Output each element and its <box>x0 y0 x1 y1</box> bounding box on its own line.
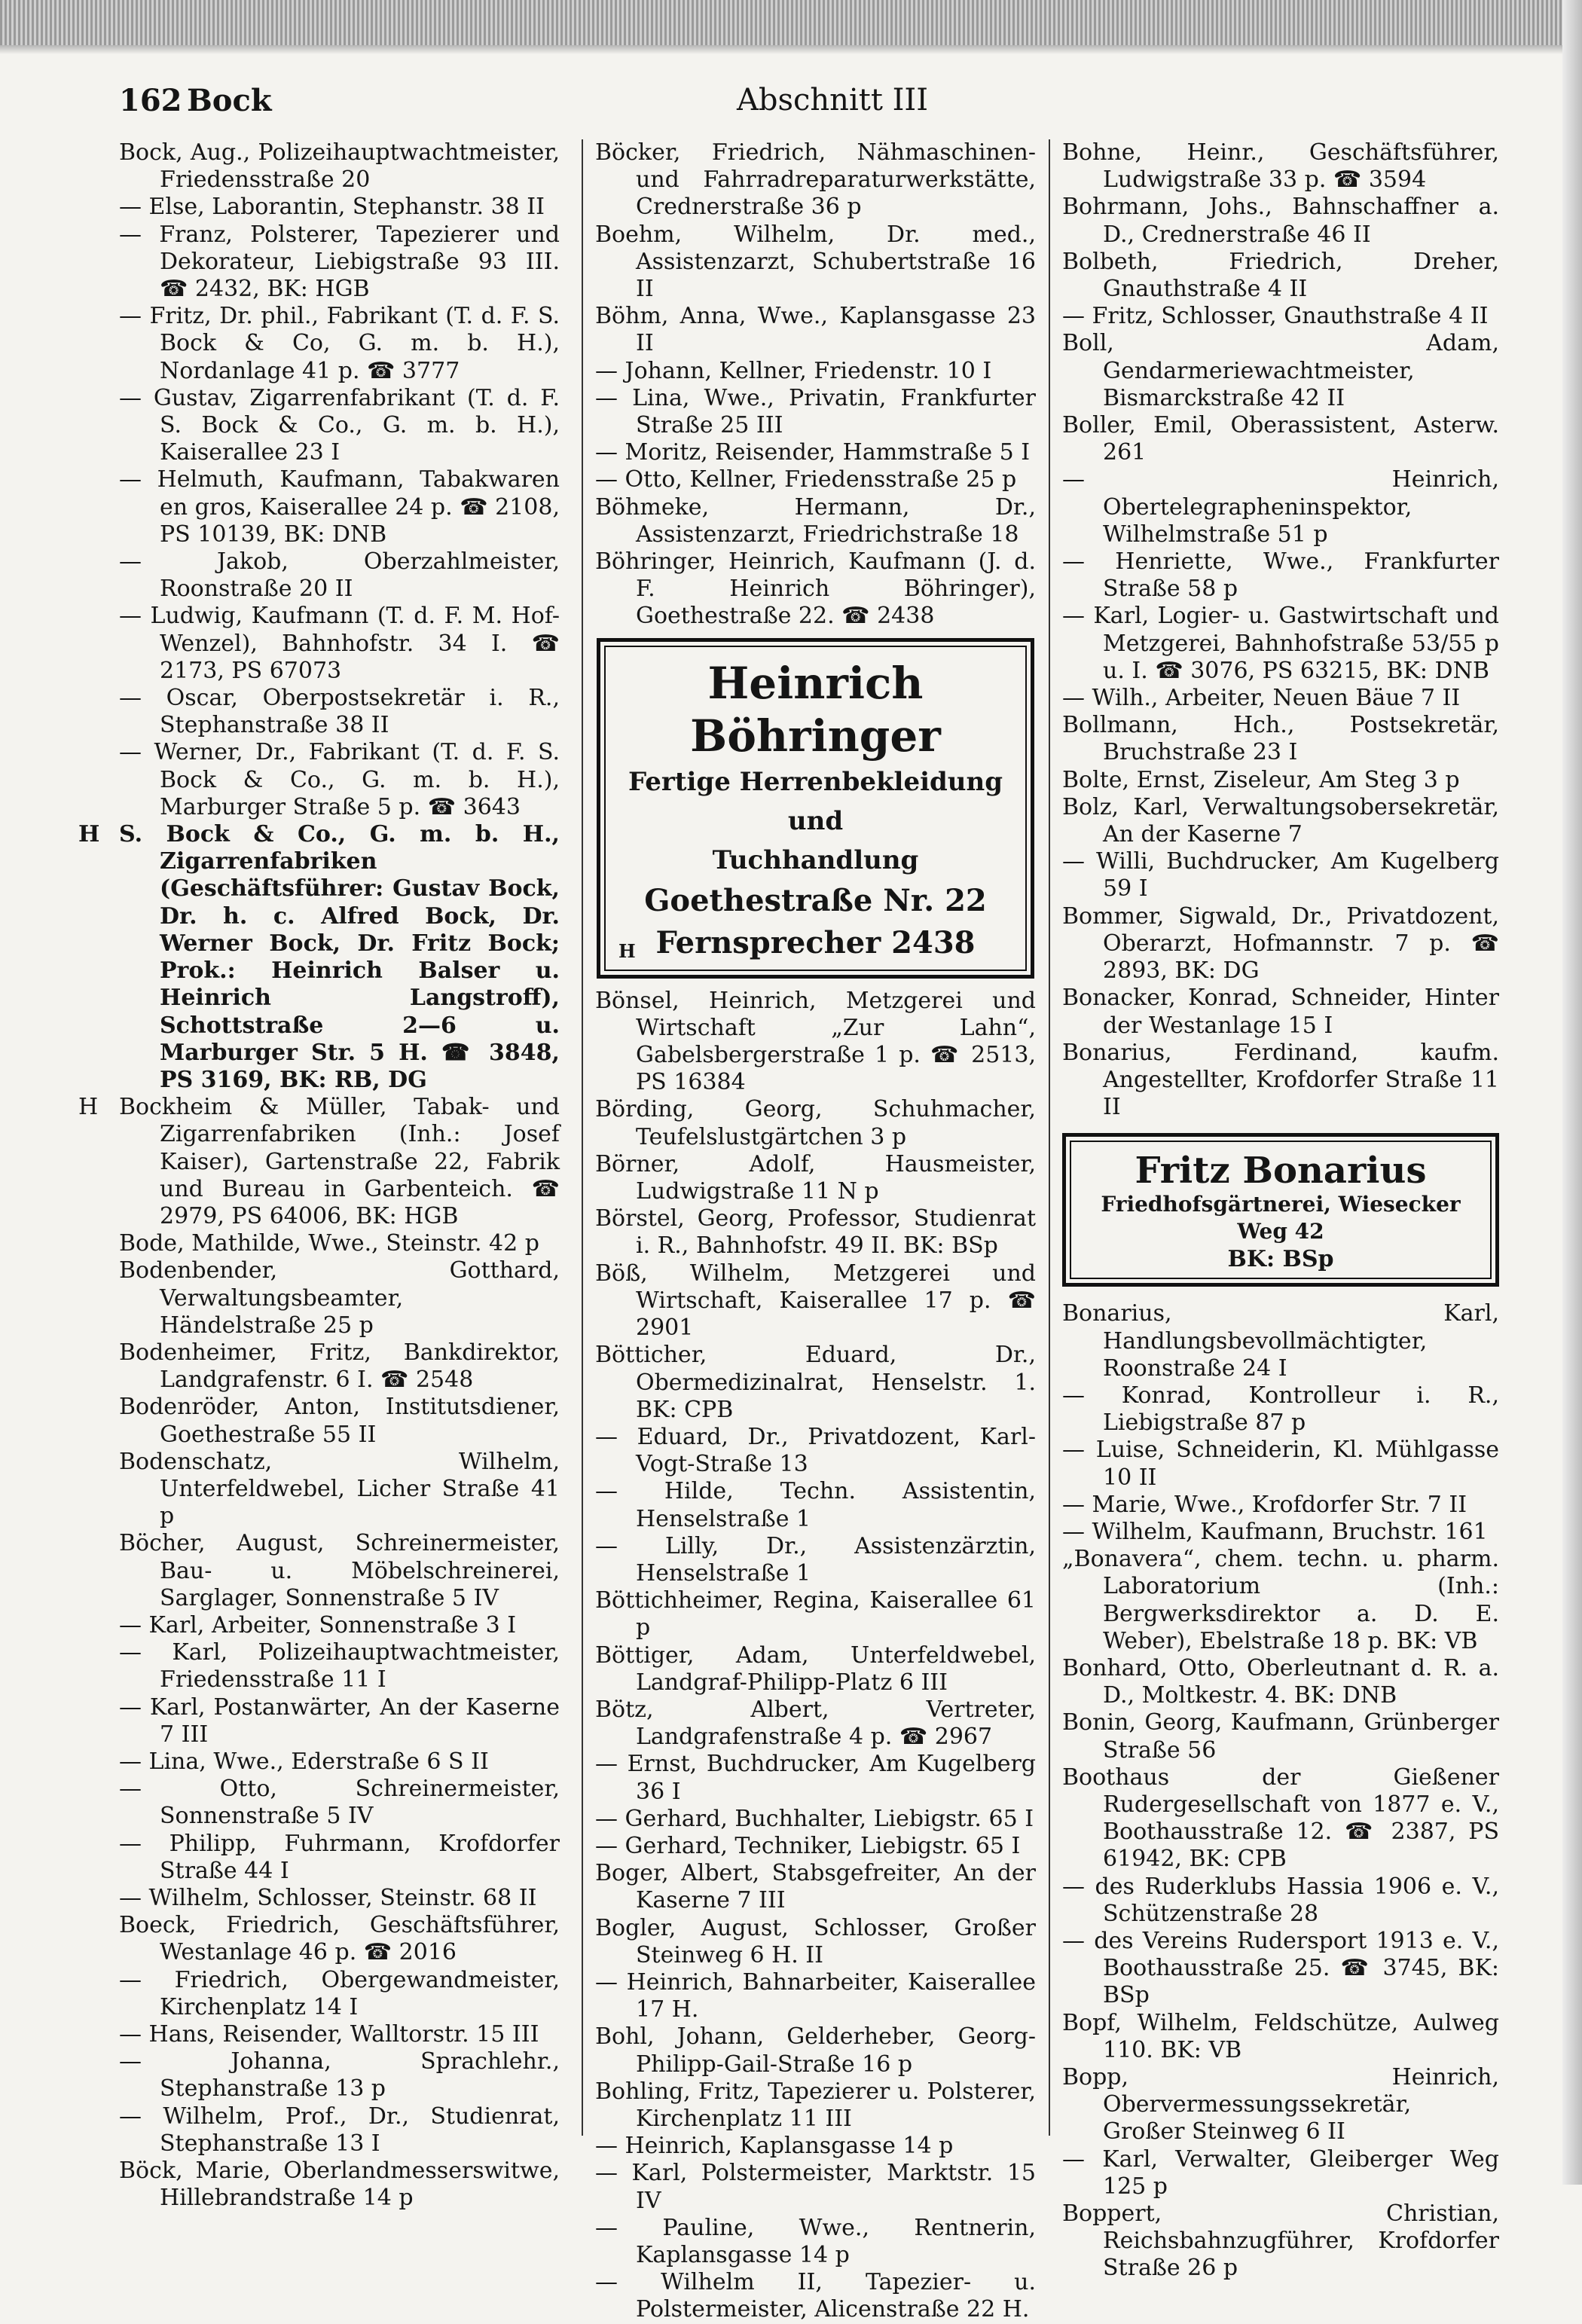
directory-entry <box>1062 1764 1499 1874</box>
entry-text: — Karl, Polstermeister, Marktstr. 15 IV <box>595 2160 1036 2214</box>
entry-list <box>78 139 560 2212</box>
entry-text: Boehm, Wilhelm, Dr. med., Assistenzarzt, Schubertstraße 16 II <box>595 221 1036 303</box>
entry-text: — Heinrich, Obertelegrapheninspektor, Wilhelmstraße 51 p <box>1062 466 1499 548</box>
directory-entry <box>119 1612 560 1639</box>
advertisement-bonarius <box>1062 1133 1499 1287</box>
directory-entry <box>595 1587 1036 1641</box>
entry-text: — Heinrich, Bahnarbeiter, Kaiserallee 17 H. <box>595 1968 1036 2023</box>
page-header <box>119 83 1475 128</box>
entry-text: Boller, Emil, Oberassistent, Asterw. 261 <box>1062 412 1499 466</box>
directory-entry <box>119 2048 560 2103</box>
entry-text: — Moritz, Reisender, Hammstraße 5 I <box>595 439 1031 466</box>
entry-text: — Philipp, Fuhrmann, Krofdorfer Straße 44 I <box>119 1830 560 1884</box>
entry-text: — Karl, Arbeiter, Sonnenstraße 3 I <box>119 1611 517 1638</box>
entry-text: — Hans, Reisender, Walltorstr. 15 III <box>119 2021 539 2048</box>
directory-entry <box>595 1696 1036 1751</box>
directory-entry <box>119 1776 560 1830</box>
ad-bank-code: BK: BSp <box>1227 1246 1334 1273</box>
directory-entry <box>595 358 1036 385</box>
directory-entry <box>119 1230 560 1257</box>
entry-text: Bodenheimer, Fritz, Bankdirektor, Landgrafenstr. 6 I. ☎ 2548 <box>119 1339 560 1394</box>
entry-text: — Eduard, Dr., Privatdozent, Karl-Vogt-Straße 13 <box>595 1423 1036 1478</box>
entry-text: — Pauline, Wwe., Rentnerin, Kaplansgasse 14 p <box>595 2214 1036 2268</box>
entry-text: Böcher, August, Schreinermeister, Bau- u. Möbelschreinerei, Sarglager, Sonnenstraße 5 IV <box>119 1530 560 1611</box>
entry-text: Bolte, Ernst, Ziseleur, Am Steg 3 p <box>1062 766 1460 793</box>
directory-entry <box>595 2023 1036 2078</box>
entry-text: Bonin, Georg, Kaufmann, Grünberger Straße 56 <box>1062 1709 1499 1764</box>
entry-text: Bohne, Heinr., Geschäftsführer, Ludwigstraße 33 p. ☎ 3594 <box>1062 139 1499 194</box>
entry-text: Boll, Adam, Gendarmeriewachtmeister, Bismarckstraße 42 II <box>1062 330 1499 411</box>
entry-text: — Fritz, Dr. phil., Fabrikant (T. d. F. S. Bock & Co, G. m. b. H.), Nordanlage 41 p. ☎ 3777 <box>119 303 560 384</box>
entry-text: — Jakob, Oberzahlmeister, Roonstraße 20 II <box>119 548 560 603</box>
directory-entry <box>119 685 560 739</box>
entry-text: Böhm, Anna, Wwe., Kaplansgasse 23 II <box>595 303 1036 357</box>
entry-text: — Lina, Wwe., Privatin, Frankfurter Straße 25 III <box>595 384 1036 439</box>
entry-text: — Heinrich, Kaplansgasse 14 p <box>595 2133 954 2160</box>
directory-entry <box>119 1694 560 1748</box>
directory-entry <box>1062 1928 1499 2010</box>
directory-entry <box>595 2133 1036 2160</box>
entry-text: — Wilhelm, Prof., Dr., Studienrat, Stephanstraße 13 I <box>119 2103 560 2157</box>
entry-text: — Fritz, Schlosser, Gnauthstraße 4 II <box>1062 303 1489 330</box>
entry-text: Bonarius, Ferdinand, kaufm. Angestellter, Krofdorfer Straße 11 II <box>1062 1039 1499 1121</box>
ad-business-line: Fertige Herrenbekleidung und <box>628 766 1003 836</box>
directory-entry <box>1062 1382 1499 1437</box>
entry-text: — Karl, Logier- u. Gastwirtschaft und Metzgerei, Bahnhofstraße 53/55 p u. I. ☎ 3076, PS 63215, BK: DNB <box>1062 603 1499 684</box>
ad-phone: Fernsprecher 2438 <box>655 924 976 960</box>
entry-text: Bönsel, Heinrich, Metzgerei und Wirtschaft „Zur Lahn“, Gabelsbergerstraße 1 p. ☎ 2513, PS 16384 <box>595 987 1036 1096</box>
directory-column-1 <box>78 139 560 2212</box>
directory-entry <box>119 739 560 821</box>
entry-text: — Konrad, Kontrolleur i. R., Liebigstraße 87 p <box>1062 1382 1499 1437</box>
entry-mark: H <box>78 1094 99 1121</box>
entry-text: Bodenschatz, Wilhelm, Unterfeldwebel, Licher Straße 41 p <box>119 1448 560 1530</box>
entry-text: — Gerhard, Buchhalter, Liebigstr. 65 I <box>595 1805 1034 1832</box>
directory-entry <box>1062 712 1499 766</box>
directory-entry <box>595 2078 1036 2133</box>
entry-text: Börstel, Georg, Professor, Studienrat i. R., Bahnhofstr. 49 II. BK: BSp <box>595 1205 1036 1260</box>
entry-text: — Willi, Buchdrucker, Am Kugelberg 59 I <box>1062 848 1499 902</box>
directory-entry <box>595 139 1036 221</box>
directory-entry <box>1062 848 1499 902</box>
entry-text: Bollmann, Hch., Postsekretär, Bruchstraße 23 I <box>1062 712 1499 766</box>
directory-entry <box>1062 767 1499 794</box>
entry-list <box>595 988 1036 2324</box>
entry-text: Böck, Marie, Oberlandmesserswitwe, Hillebrandstraße 14 p <box>119 2158 560 2212</box>
directory-entry <box>595 2215 1036 2269</box>
entry-text: Börding, Georg, Schuhmacher, Teufelslustgärtchen 3 p <box>595 1096 1036 1150</box>
directory-entry <box>78 821 560 1094</box>
entry-text: Bötticher, Eduard, Dr., Obermedizinalrat, Henselstr. 1. BK: CPB <box>595 1342 1036 1423</box>
entry-text: — Werner, Dr., Fabrikant (T. d. F. S. Bock & Co., G. m. b. H.), Marburger Straße 5 p. ☎ 3643 <box>119 739 560 820</box>
entry-text: — des Vereins Rudersport 1913 e. V., Boothausstraße 25. ☎ 3745, BK: BSp <box>1062 1927 1499 2009</box>
entry-text: Bodenröder, Anton, Institutsdiener, Goethestraße 55 II <box>119 1394 560 1448</box>
directory-entry <box>119 1639 560 1693</box>
directory-entry <box>119 2103 560 2158</box>
directory-entry <box>1062 1874 1499 1928</box>
directory-entry <box>595 303 1036 357</box>
directory-entry <box>595 1806 1036 1833</box>
entry-text: — Johanna, Sprachlehr., Stephanstraße 13 p <box>119 2048 560 2103</box>
directory-column-2 <box>595 139 1036 2323</box>
entry-text: Börner, Adolf, Hausmeister, Ludwigstraße 11 N p <box>595 1150 1036 1205</box>
entry-text: Bopf, Wilhelm, Feldschütze, Aulweg 110. BK: VB <box>1062 2009 1499 2063</box>
advertisement-boehringer <box>597 638 1034 979</box>
directory-entry <box>595 2269 1036 2323</box>
directory-entry <box>1062 1492 1499 1519</box>
entry-text: Bommer, Sigwald, Dr., Privatdozent, Oberarzt, Hofmannstr. 7 p. ☎ 2893, BK: DG <box>1062 902 1499 985</box>
ad-mark: H <box>618 940 636 963</box>
directory-entry <box>119 603 560 685</box>
entry-text: — Lina, Wwe., Ederstraße 6 S II <box>119 1748 489 1775</box>
directory-entry <box>595 439 1036 466</box>
directory-entry <box>595 1642 1036 1696</box>
entry-text: Boppert, Christian, Reichsbahnzugführer, Krofdorfer Straße 26 p <box>1062 2200 1499 2282</box>
directory-entry <box>119 1885 560 1912</box>
directory-entry <box>595 1342 1036 1424</box>
entry-text: Bonacker, Konrad, Schneider, Hinter der Westanlage 15 I <box>1062 985 1499 1039</box>
directory-entry <box>1062 1300 1499 1382</box>
page-number: 162 <box>119 83 182 118</box>
directory-entry <box>1062 903 1499 985</box>
directory-entry <box>119 1748 560 1776</box>
directory-entry <box>119 303 560 385</box>
directory-entry <box>1062 303 1499 330</box>
scan-top-shadow <box>0 45 1582 54</box>
directory-entry <box>119 1530 560 1612</box>
entry-text: — Marie, Wwe., Krofdorfer Str. 7 II <box>1062 1491 1467 1518</box>
directory-entry <box>119 221 560 304</box>
ad-business-line: Tuchhandlung <box>712 844 919 875</box>
entry-text: — Otto, Kellner, Friedensstraße 25 p <box>595 466 1017 493</box>
entry-text: — Otto, Schreinermeister, Sonnenstraße 5 IV <box>119 1776 560 1830</box>
entry-text: — Oscar, Oberpostsekretär i. R., Stephanstraße 38 II <box>119 685 560 739</box>
entry-text: Boothaus der Gießener Rudergesellschaft von 1877 e. V., Boothausstraße 12. ☎ 2387, PS 61942, BK: CPB <box>1062 1764 1499 1873</box>
directory-entry <box>1062 1655 1499 1709</box>
entry-text: Bolz, Karl, Verwaltungsobersekretär, An der Kaserne 7 <box>1062 793 1499 848</box>
directory-entry <box>595 494 1036 548</box>
directory-entry <box>1062 412 1499 466</box>
entry-text: — Wilhelm, Kaufmann, Bruchstr. 161 <box>1062 1518 1488 1545</box>
directory-entry <box>119 466 560 548</box>
column-rule <box>1049 139 1050 2136</box>
page-running-title: Bock <box>187 83 272 118</box>
entry-text: — Ernst, Buchdrucker, Am Kugelberg 36 I <box>595 1751 1036 1805</box>
entry-text: — Wilh., Arbeiter, Neuen Bäue 7 II <box>1062 685 1461 712</box>
entry-text: Bohl, Johann, Gelderheber, Georg-Philipp-Gail-Straße 16 p <box>595 2023 1036 2078</box>
entry-text: Bodenbender, Gotthard, Verwaltungsbeamter, Händelstraße 25 p <box>119 1257 560 1339</box>
entry-text: — Hilde, Techn. Assistentin, Henselstraße 1 <box>595 1478 1036 1532</box>
ad-company-name: Heinrich Böhringer <box>690 657 941 762</box>
entry-text: — Lilly, Dr., Assistenzärztin, Henselstraße 1 <box>595 1532 1036 1586</box>
directory-entry <box>1062 548 1499 603</box>
entry-text: — Else, Laborantin, Stephanstr. 38 II <box>119 194 545 221</box>
entry-text: — Gustav, Zigarrenfabrikant (T. d. F. S. Bock & Co., G. m. b. H.), Kaiserallee 23 I <box>119 384 560 466</box>
directory-entry <box>119 1394 560 1448</box>
directory-entry <box>595 1969 1036 2023</box>
directory-entry <box>595 1260 1036 1342</box>
entry-text: — Wilhelm, Schlosser, Steinstr. 68 II <box>119 1885 537 1911</box>
directory-entry <box>1062 1437 1499 1491</box>
directory-entry <box>119 139 560 194</box>
entry-text: — Wilhelm II, Tapezier- u. Polstermeister, Alicenstraße 22 H. <box>595 2269 1036 2323</box>
entry-list <box>1062 1300 1499 2282</box>
directory-entry <box>1062 330 1499 412</box>
directory-entry <box>119 1257 560 1339</box>
entry-text: Böß, Wilhelm, Metzgerei und Wirtschaft, Kaiserallee 17 p. ☎ 2901 <box>595 1260 1036 1342</box>
entry-text: Bopp, Heinrich, Obervermessungssekretär, Großer Steinweg 6 II <box>1062 2064 1499 2145</box>
entry-text: Bogler, August, Schlosser, Großer Steinweg 6 H. II <box>595 1914 1036 1968</box>
entry-text: — Henriette, Wwe., Frankfurter Straße 58 p <box>1062 548 1499 603</box>
directory-entry <box>119 2021 560 2048</box>
directory-entry <box>1062 794 1499 848</box>
directory-entry <box>1062 685 1499 712</box>
directory-entry <box>1062 194 1499 248</box>
directory-entry <box>119 2158 560 2212</box>
directory-entry <box>119 385 560 467</box>
entry-text: — Franz, Polsterer, Tapezierer und Dekorateur, Liebigstraße 93 III. ☎ 2432, BK: HGB <box>119 221 560 303</box>
scan-right-edge <box>1562 0 1582 2185</box>
directory-entry <box>595 1151 1036 1205</box>
entry-text: Böttichheimer, Regina, Kaiserallee 61 p <box>595 1587 1036 1641</box>
directory-column-3 <box>1062 139 1499 2282</box>
entry-text: S. Bock & Co., G. m. b. H., Zigarrenfabriken (Geschäftsführer: Gustav Bock, Dr. h. c. Alfred Bock, Dr. Werner Bock, Dr. Fritz Bock; Prok.: Heinrich Balser u. Heinrich Langstroff), Schottstraße 2—6 u. Marburger Str. 5 H. ☎ 3848, PS 3169, BK: RB, DG <box>119 821 560 1093</box>
directory-entry <box>595 1860 1036 1914</box>
directory-entry <box>1062 1519 1499 1546</box>
entry-text: — Gerhard, Techniker, Liebigstr. 65 I <box>595 1832 1021 1859</box>
directory-entry <box>119 1967 560 2021</box>
directory-entry <box>595 1533 1036 1587</box>
directory-entry <box>595 1751 1036 1805</box>
directory-entry <box>595 1915 1036 1969</box>
directory-entry <box>119 548 560 603</box>
entry-text: Böhmeke, Hermann, Dr., Assistenzarzt, Friedrichstraße 18 <box>595 493 1036 548</box>
directory-entry <box>1062 985 1499 1039</box>
entry-text: „Bonavera“, chem. techn. u. pharm. Laboratorium (Inh.: Bergwerksdirektor a. D. E. Weber), Ebelstraße 18 p. BK: VB <box>1062 1546 1499 1654</box>
directory-entry <box>119 1449 560 1531</box>
directory-entry <box>595 466 1036 493</box>
entry-text: Bock, Aug., Polizeihauptwachtmeister, Friedensstraße 20 <box>119 139 560 194</box>
directory-entry <box>119 1339 560 1394</box>
directory-entry <box>595 988 1036 1097</box>
entry-text: — Karl, Polizeihauptwachtmeister, Friedensstraße 11 I <box>119 1639 560 1693</box>
directory-entry <box>1062 2010 1499 2064</box>
column-rule <box>582 139 583 2136</box>
directory-entry <box>78 1094 560 1230</box>
directory-entry <box>1062 1040 1499 1122</box>
directory-entry <box>595 1424 1036 1478</box>
directory-entry <box>1062 249 1499 303</box>
directory-entry <box>595 548 1036 631</box>
directory-entry <box>1062 603 1499 685</box>
directory-entry <box>595 385 1036 439</box>
directory-entry <box>595 1478 1036 1532</box>
directory-entry <box>1062 2200 1499 2283</box>
directory-entry <box>1062 2064 1499 2146</box>
section-title: Abschnitt III <box>737 83 929 118</box>
entry-text: Bohling, Fritz, Tapezierer u. Polsterer, Kirchenplatz 11 III <box>595 2078 1036 2132</box>
entry-text: Böhringer, Heinrich, Kaufmann (J. d. F. Heinrich Böhringer), Goethestraße 22. ☎ 2438 <box>595 548 1036 630</box>
scan-top-edge <box>0 0 1582 45</box>
directory-entry <box>1062 1709 1499 1764</box>
entry-text: Boeck, Friedrich, Geschäftsführer, Westanlage 46 p. ☎ 2016 <box>119 1912 560 1966</box>
entry-text: Böttiger, Adam, Unterfeldwebel, Landgraf-Philipp-Platz 6 III <box>595 1641 1036 1696</box>
entry-text: Bonhard, Otto, Oberleutnant d. R. a. D., Moltkestr. 4. BK: DNB <box>1062 1654 1499 1709</box>
directory-entry <box>1062 1546 1499 1655</box>
entry-text: — Luise, Schneiderin, Kl. Mühlgasse 10 II <box>1062 1437 1499 1491</box>
entry-text: Bötz, Albert, Vertreter, Landgrafenstraße 4 p. ☎ 2967 <box>595 1696 1036 1751</box>
entry-list <box>1062 139 1499 1121</box>
entry-text: Bohrmann, Johs., Bahnschaffner a. D., Crednerstraße 46 II <box>1062 194 1499 248</box>
entry-text: — Helmuth, Kaufmann, Tabakwaren en gros, Kaiserallee 24 p. ☎ 2108, PS 10139, BK: DNB <box>119 466 560 548</box>
entry-text: Bolbeth, Friedrich, Dreher, Gnauthstraße 4 II <box>1062 248 1499 303</box>
entry-text: — Friedrich, Obergewandmeister, Kirchenplatz 14 I <box>119 1966 560 2020</box>
entry-text: Bonarius, Karl, Handlungsbevollmächtigter, Roonstraße 24 I <box>1062 1300 1499 1382</box>
directory-entry <box>595 1205 1036 1260</box>
entry-text: — Karl, Postanwärter, An der Kaserne 7 III <box>119 1693 560 1748</box>
ad-company-name: Fritz Bonarius <box>1135 1150 1427 1193</box>
entry-text: — Ludwig, Kaufmann (T. d. F. M. Hof-Wenzel), Bahnhofstr. 34 I. ☎ 2173, PS 67073 <box>119 603 560 684</box>
entry-text: — Johann, Kellner, Friedenstr. 10 I <box>595 357 992 384</box>
directory-entry <box>119 1912 560 1966</box>
directory-entry <box>1062 139 1499 194</box>
entry-text: Bode, Mathilde, Wwe., Steinstr. 42 p <box>119 1230 539 1257</box>
directory-entry <box>595 1096 1036 1150</box>
directory-entry <box>595 221 1036 304</box>
entry-list <box>595 139 1036 631</box>
directory-entry <box>595 2160 1036 2214</box>
entry-text: — des Ruderklubs Hassia 1906 e. V., Schützenstraße 28 <box>1062 1873 1499 1927</box>
entry-text: Boger, Albert, Stabsgefreiter, An der Kaserne 7 III <box>595 1860 1036 1914</box>
directory-entry <box>595 1833 1036 1860</box>
ad-business-line: Friedhofsgärtnerei, Wiesecker Weg 42 <box>1101 1192 1461 1244</box>
entry-mark: H <box>78 821 100 848</box>
directory-entry <box>119 1831 560 1885</box>
directory-entry <box>119 194 560 221</box>
entry-text: Böcker, Friedrich, Nähmaschinen- und Fahrradreparaturwerkstätte, Crednerstraße 36 p <box>595 139 1036 221</box>
directory-entry <box>1062 2146 1499 2200</box>
entry-text: — Karl, Verwalter, Gleiberger Weg 125 p <box>1062 2145 1499 2200</box>
entry-text: Bockheim & Müller, Tabak- und Zigarrenfabriken (Inh.: Josef Kaiser), Gartenstraße 22, Fabrik und Bureau in Garbenteich. ☎ 2979, PS 64006, BK: HGB <box>119 1094 560 1229</box>
directory-entry <box>1062 466 1499 548</box>
ad-address: Goethestraße Nr. 22 <box>644 882 987 918</box>
